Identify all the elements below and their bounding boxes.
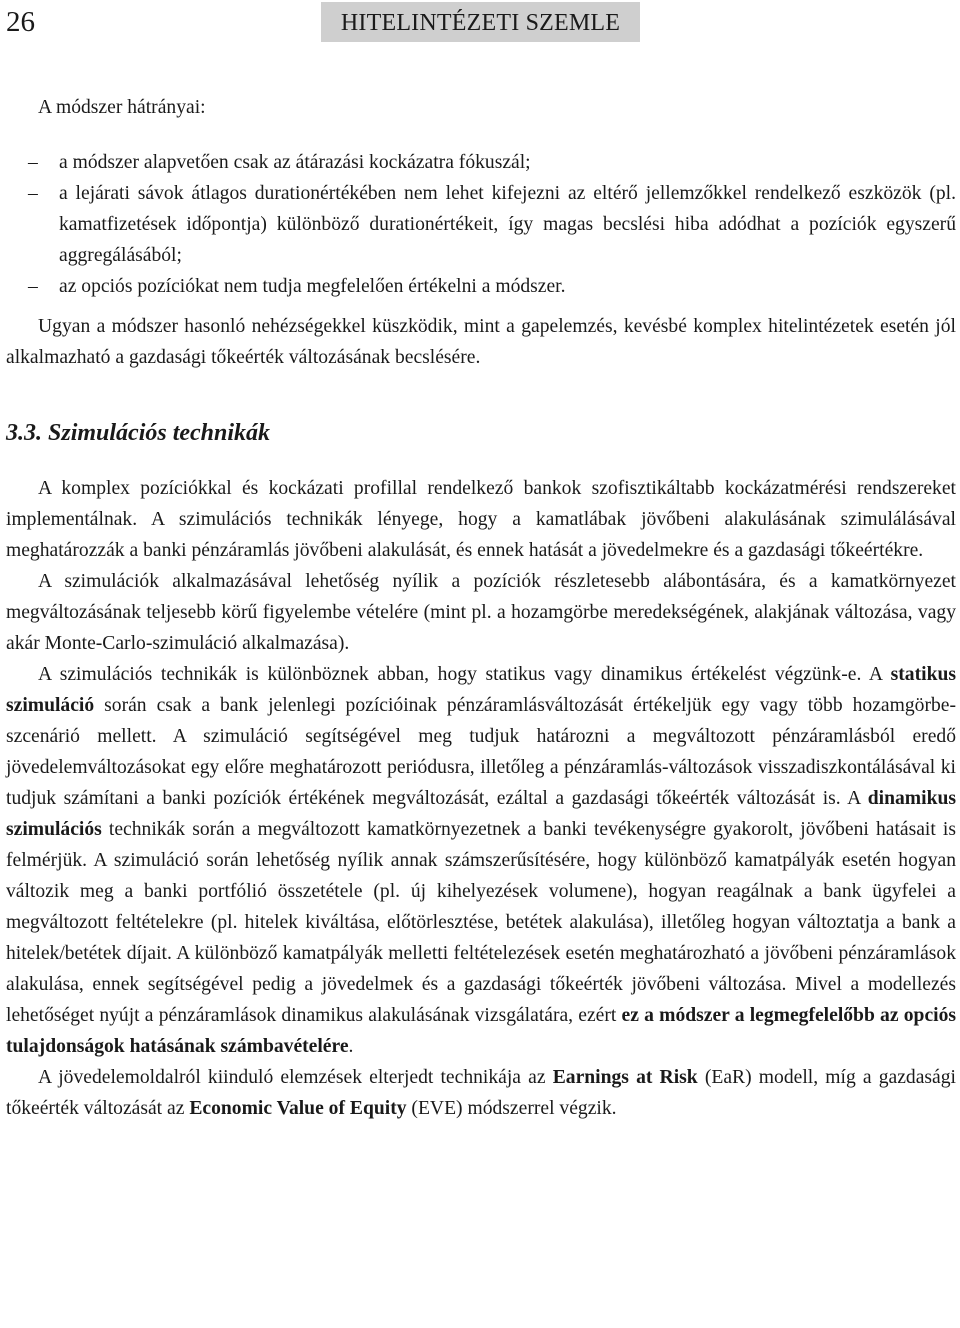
section-title: 3.3. Szimulációs technikák — [6, 420, 271, 446]
list-item: – az opciós pozíciókat nem tudja megfelelően értékelni a módszer. — [6, 271, 956, 302]
dash-bullet: – — [28, 152, 38, 173]
bold-term: Economic Value of Equity — [189, 1098, 407, 1119]
bold-term: statikus szimuláció — [6, 664, 956, 716]
article-body — [6, 92, 956, 1124]
bold-term: ez a módszer a legmegfelelőbb az opciós tulajdonságok hatásának számbavételére — [6, 1005, 957, 1057]
list-item: – a módszer alapvetően csak az átárazási kockázatra fókuszál; — [6, 147, 956, 178]
disadvantages-list — [6, 147, 956, 302]
dash-bullet: – — [28, 276, 38, 297]
paragraph: A szimulációk alkalmazásával lehetőség nyílik a pozíciók részletesebb alábontására, és a kamatkörnyezet megváltozásának teljesebb körű figyelembe vételére (mint pl. a hozamgörbe meredekségének, alakjának változása, vagy akár Monte-Carlo-szimuláció alkalmazása). — [6, 571, 956, 654]
list-item: – a lejárati sávok átlagos durationértékében nem lehet kifejezni az eltérő jellemzőkkel rendelkező eszközök (pl. kamatfizetések időpontja) különböző durationértékeit, így magas becslési hiba adódhat a pozíciók egyszerű aggregálásából; — [6, 178, 956, 271]
paragraph: A jövedelemoldalról kiinduló elemzések elterjedt technikája az Earnings at Risk (EaR) modell, míg a gazdasági tőkeérték változását az Economic Value of Equity (EVE) módszerrel végzik. — [6, 1067, 956, 1119]
paragraph: A komplex pozíciókkal és kockázati profillal rendelkező bankok szofisztikáltabb kockázatmérési rendszereket implementálnak. A szimulációs technikák lényege, hogy a kamatlábak jövőbeni alakulásának szimulálásával meghatározzák a banki pénzáramlás jövőbeni alakulását, és ennek hatását a jövedelmekre és a gazdasági tőkeértékre. — [6, 478, 956, 561]
paragraph-gap-analysis: Ugyan a módszer hasonló nehézségekkel küszködik, mint a gapelemzés, kevésbé komplex hitelintézetek esetén jól alkalmazható a gazdasági tőkeérték változásának becslésére. — [6, 316, 956, 368]
dash-bullet: – — [28, 183, 38, 204]
running-header: HITELINTÉZETI SZEMLE — [321, 2, 640, 42]
paragraph: A szimulációs technikák is különböznek abban, hogy statikus vagy dinamikus értékelést végzünk-e. A statikus szimuláció során csak a bank jelenlegi pozícióinak pénzáramlásváltozását értékeljük egy vagy több hozamgörbe-szcenárió mellett. A szimuláció segítségével meg tudjuk határozni a megváltozott pénzáramlásból eredő jövedelemváltozásokat egy előre meghatározott periódusra, illetőleg a pénzáramlás-változások visszadiszkontálásával ki tudjuk számítani a banki pozíciók értékének megváltozását, ezáltal a gazdasági tőkeérték változását is. A dinamikus szimulációs technikák során a megváltozott kamatkörnyezetnek a banki tevékenységre gyakorolt, jövőbeni hatásait is felmérjük. A szimuláció során lehetőség nyílik annak számszerűsítésére, hogy különböző kamatpályák esetén hogyan változik meg a banki portfólió összetétele (pl. új kihelyezések volumene), hogyan reagálnak a bank ügyfelei a megváltozott feltételekre (pl. hitelek kiváltása, előtörlesztése, betétek alakulása), illetőleg hogyan változtatja a bank a hitelek/betétek díjait. A különböző kamatpályák melletti feltételezések esetén meghatározható a jövőbeni pénzáramlások alakulása, ennek segítségével pedig a jövedelmek és a gazdasági tőkeérték jövőbeni változása. Mivel a modellezés lehetőséget nyújt a pénzáramlások dinamikus alakulásának vizsgálatára, ezért ez a módszer a legmegfelelőbb az opciós tulajdonságok hatásának számbavételére. — [6, 664, 957, 1057]
bold-term: dinamikus szimulációs — [6, 788, 956, 840]
bold-term: Earnings at Risk — [552, 1067, 698, 1088]
disadvantages-intro: A módszer hátrányai: — [38, 97, 206, 118]
page-number: 26 — [6, 6, 35, 38]
